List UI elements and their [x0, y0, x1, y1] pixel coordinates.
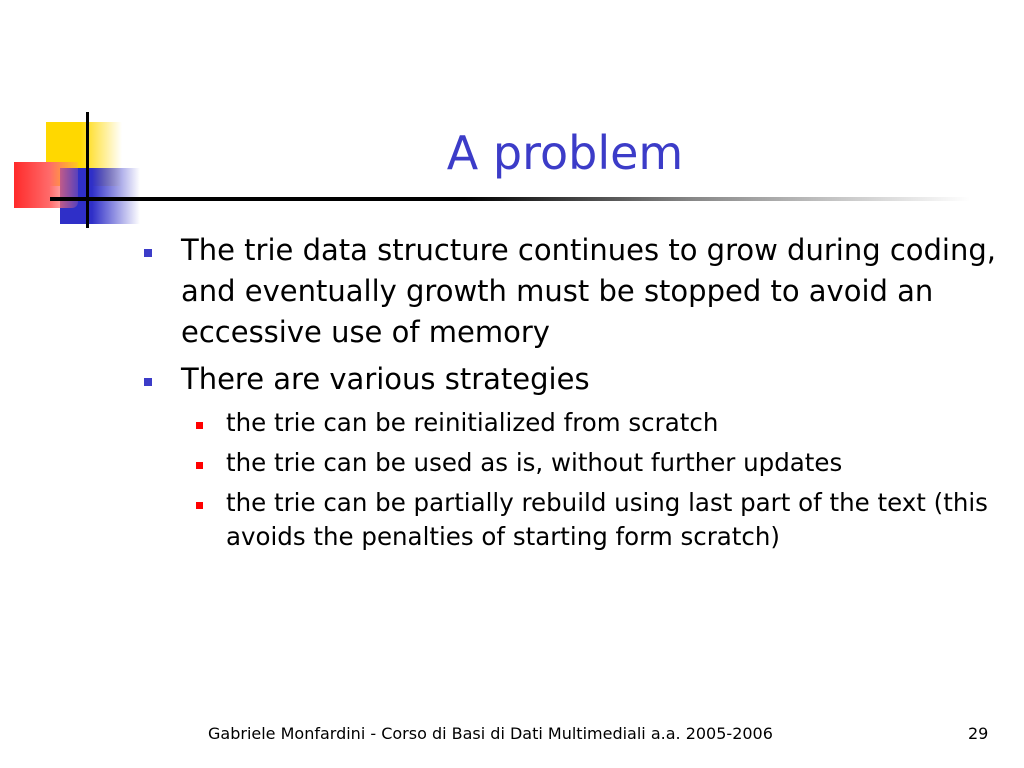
bullet-item — [140, 230, 1000, 353]
square-bullet-icon — [144, 249, 152, 257]
sub-bullet-text: the trie can be partially rebuild using last part of the text (this avoids the penalties of starting form scratch) — [226, 488, 988, 551]
decorative-logo — [0, 0, 140, 240]
red-square-decoration — [14, 162, 78, 208]
page-number: 29 — [968, 724, 989, 743]
bullet-text: The trie data structure continues to grow during coding, and eventually growth must be stopped to avoid an eccessive use of memory — [181, 233, 996, 349]
square-bullet-icon — [196, 422, 203, 429]
slide-title: A problem — [446, 126, 684, 180]
square-bullet-icon — [196, 502, 203, 509]
square-bullet-icon — [196, 462, 203, 469]
sub-bullet-item — [140, 406, 1000, 440]
title-divider — [50, 197, 970, 201]
sub-bullet-text: the trie can be reinitialized from scratch — [226, 408, 719, 437]
sub-bullet-item — [140, 486, 1000, 554]
slide-footer: Gabriele Monfardini - Corso di Basi di Dati Multimediali a.a. 2005-2006 — [208, 724, 773, 743]
sub-bullet-text: the trie can be used as is, without further updates — [226, 448, 843, 477]
square-bullet-icon — [144, 378, 152, 386]
vertical-rule — [86, 112, 89, 228]
slide-body — [140, 230, 1000, 560]
bullet-item — [140, 359, 1000, 400]
sub-bullet-item — [140, 446, 1000, 480]
bullet-text: There are various strategies — [181, 362, 590, 396]
